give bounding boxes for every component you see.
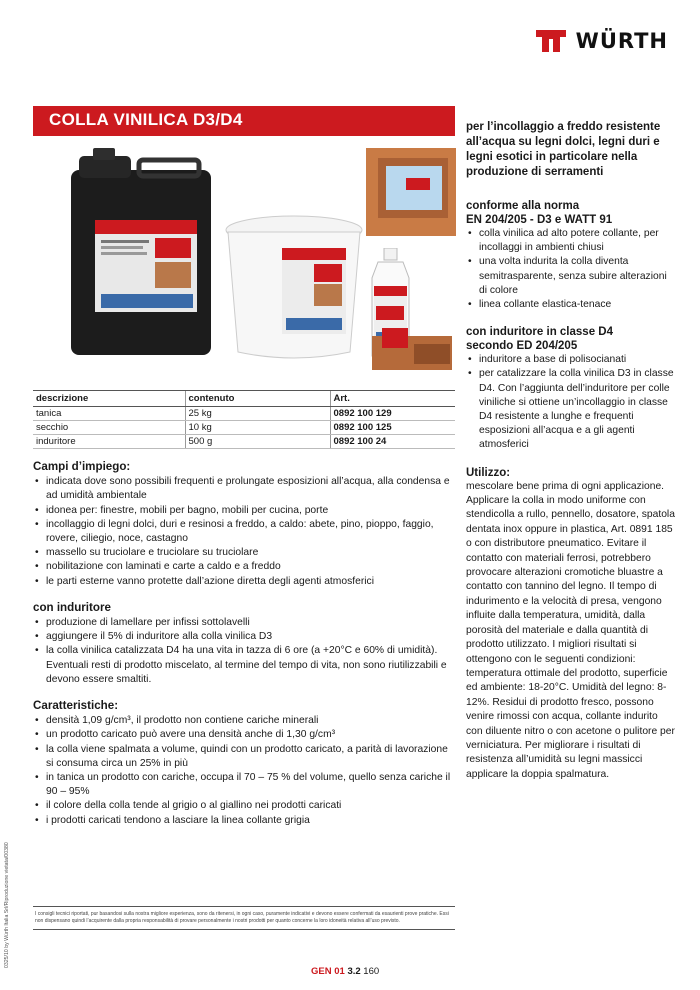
list-item: • massello su truciolare e truciolare su truciolare <box>33 546 458 560</box>
list-item: • nobilitazione con laminati e carte a caldo e a freddo <box>33 560 458 574</box>
list-item: • linea collante elastica-tenace <box>466 298 676 312</box>
article-code: 0892 100 24 <box>330 435 455 449</box>
page-num: 160 <box>363 966 380 977</box>
list-item: • idonea per: finestre, mobili per bagno, mobili per cucina, porte <box>33 504 458 518</box>
features-section <box>33 699 458 828</box>
table-row <box>33 421 455 435</box>
section-heading: Caratteristiche: <box>33 699 119 713</box>
side-note <box>4 842 14 990</box>
list-item: • un prodotto caricato può avere una densità anche di 1,30 g/cm³ <box>33 728 458 742</box>
column-header: descrizione <box>33 391 185 407</box>
list-item: • induritore a base di polisocianati <box>466 353 676 367</box>
section-heading: EN 204/205 - D3 e WATT 91 <box>466 214 613 226</box>
title-bar <box>33 106 455 134</box>
column-header: Art. <box>330 391 455 407</box>
list-item: • i prodotti caricati tendono a lasciare la linea collante grigia <box>33 814 458 828</box>
usage-text: mescolare bene prima di ogni applicazione. Applicare la colla in modo uniforme con stendicolla a rullo, pennello, dosatore, spatola dentata inox oppure in plastica, Art. 0891 185 o con distributore pneumatico. Evitare il contatto con materiali ferrosi, potrebbero provocare alterazioni cromotiche bluastre a contatto con tannino del legno. Il tempo di indurimento e la velocità di presa, vengono influite dalla temperatura, umidità, dalla porosità del materiale e dalla quantità di prodotto utilizzato. I migliori risultati si ottengono con le seguenti condizioni: temperatura ottimale del prodotto, superficie ed ambiente: 18-20°C. Umidità del legno: 8-12%. Residui di prodotto fresco, possono venire rimossi con acqua, collante indurito con diluente nitro o con acetone o pulitore per verniciatura. Per migliorare i risultati di resistenza all’umidità su legni massicci applicare la doppia spalmatura. <box>466 480 675 780</box>
table-row <box>33 407 455 421</box>
table-cell: 25 kg <box>185 407 330 421</box>
table-cell: 10 kg <box>185 421 330 435</box>
usage-section <box>466 466 676 783</box>
page-section: 3.2 <box>347 966 361 977</box>
list-item: • incollaggio di legni dolci, duri e resinosi a freddo, a caldo: abete, pino, pioppo, faggio, rovere, ciliegio, noce, castagno <box>33 518 458 546</box>
section-heading: secondo ED 204/205 <box>466 340 578 353</box>
list-item: • in tanica un prodotto con cariche, occupa il 70 – 75 % del volume, quello senza cariche il 90 – 95% <box>33 771 458 799</box>
table-header-row <box>33 391 455 407</box>
wurth-logo <box>534 28 668 54</box>
list-item: • una volta indurita la colla diventa semitrasparente, senza subire alterazioni di colore <box>466 255 676 298</box>
window-frame-image <box>366 148 456 236</box>
list-item: • la colla viene spalmata a volume, quindi con un prodotto caricato, a parità di lavorazione si consuma circa un 25% in più <box>33 743 458 771</box>
hardener-section <box>466 325 676 452</box>
copyright-note: 0325/10 by Würth Italia Srl/Riproduzione vietata/00380 <box>4 842 10 968</box>
brand-name: WÜRTH <box>575 29 668 53</box>
page-title: COLLA VINILICA D3/D4 <box>49 110 243 129</box>
left-column <box>33 460 458 840</box>
table-cell: secchio <box>33 421 185 435</box>
title-divider <box>33 134 455 136</box>
disclaimer-footnote: I consigli tecnici riportati, pur basandosi sulla nostra migliore esperienza, sono da ritenersi, in ogni caso, puramente indicativi e devono essere confermati da esaurienti prove pratiche. Essi non dispensano quindi l’acquirente dalla propria responsabilità di provare personalmente i nostri prodotti per quanto concerne la loro idoneità relativa all’uso previsto. <box>33 906 455 930</box>
list-item: • produzione di lamellare per infissi sottolavelli <box>33 616 458 630</box>
list-item: • per catalizzare la colla vinilica D3 in classe D4. Con l’aggiunta dell’induritore per colle viniliche si ottiene un’incollaggio in classe D4 resistente a lunghe e frequenti esposizioni all’acqua e a gli agenti atmosferici <box>466 367 676 452</box>
page-number <box>311 966 379 977</box>
section-heading: Campi d’impiego: <box>33 460 131 473</box>
wurth-logo-icon <box>534 28 568 54</box>
article-code: 0892 100 129 <box>330 407 455 421</box>
page-group: GEN 01 <box>311 966 345 977</box>
list-item: • il colore della colla tende al grigio o al giallino nei prodotti caricati <box>33 799 458 813</box>
list-item: • aggiungere il 5% di induritore alla colla vinilica D3 <box>33 630 458 644</box>
product-table <box>33 390 455 449</box>
section-heading: Utilizzo: <box>466 466 511 479</box>
column-header: contenuto <box>185 391 330 407</box>
table-cell: induritore <box>33 435 185 449</box>
intro-text: per l’incollaggio a freddo resistente all’acqua su legni dolci, legni duri e legni esotici in particolare nella produzione di serramenti <box>466 121 661 178</box>
article-code: 0892 100 125 <box>330 421 455 435</box>
table-row <box>33 435 455 449</box>
list-item: • indicata dove sono possibili frequenti e prolungate esposizioni all’acqua, alla condensa e ad umidità ambientale <box>33 475 458 503</box>
wood-joint-image <box>372 328 452 370</box>
canister-image <box>65 148 220 358</box>
section-heading: con induritore <box>33 600 111 614</box>
list-item: • colla vinilica ad alto potere collante, per incollaggi in ambienti chiusi <box>466 227 676 255</box>
norm-section <box>466 199 676 312</box>
section-heading: conforme alla norma <box>466 200 580 212</box>
list-item: • le parti esterne vanno protette dall’azione diretta degli agenti atmosferici <box>33 575 458 589</box>
right-column <box>466 120 676 795</box>
hardener-use-section <box>33 601 458 687</box>
list-item: • la colla vinilica catalizzata D4 ha una vita in tazza di 6 ore (a +20°C e 60% di umidità). Eventuali resti di prodotto miscelato, al termine del tempo di vita, non sono riutilizzabili e devono essere smaltiti. <box>33 644 458 687</box>
bucket-image <box>222 212 367 362</box>
section-heading: con induritore in classe D4 <box>466 326 613 339</box>
table-cell: 500 g <box>185 435 330 449</box>
uses-section <box>33 460 458 589</box>
table-cell: tanica <box>33 407 185 421</box>
list-item: • densità 1,09 g/cm³, il prodotto non contiene cariche minerali <box>33 714 458 728</box>
